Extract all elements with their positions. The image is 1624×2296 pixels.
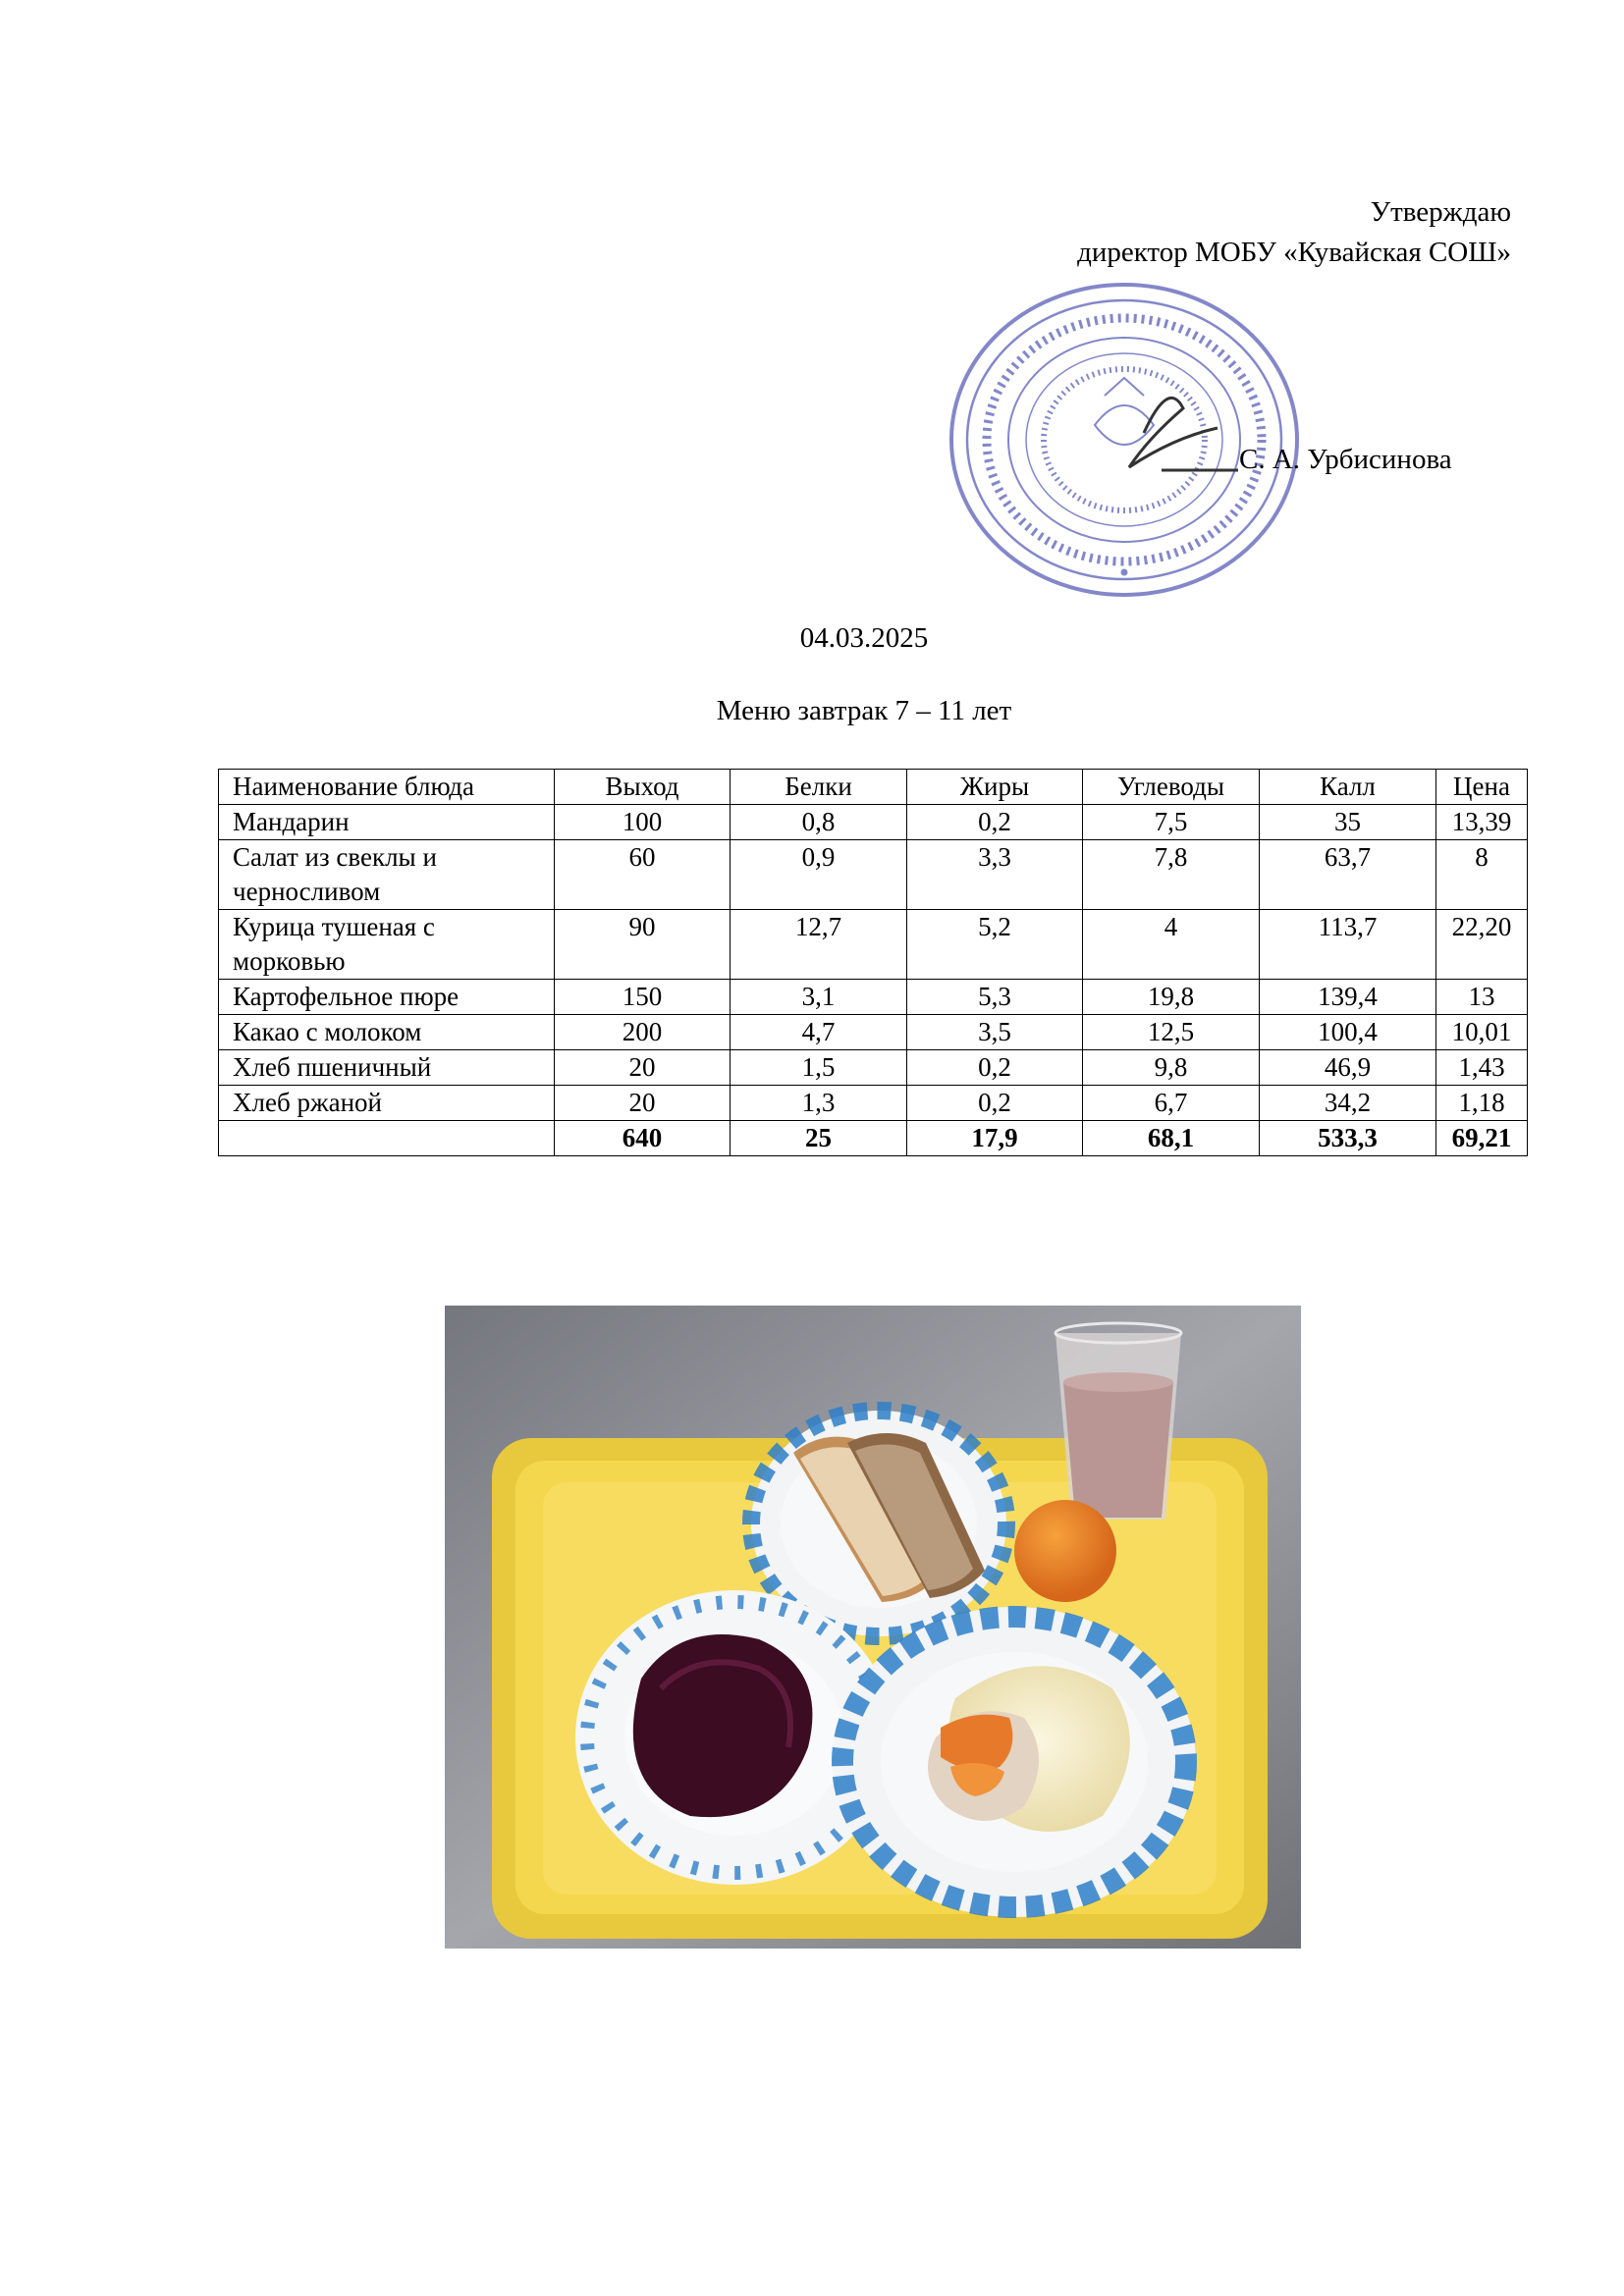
- main-course-plate: [833, 1607, 1196, 1917]
- total-fat: 17,9: [907, 1121, 1083, 1156]
- dish-carbs: 12,5: [1083, 1015, 1260, 1050]
- mandarin: [1014, 1500, 1116, 1602]
- dish-fat: 5,3: [907, 980, 1083, 1015]
- dish-kcal: 63,7: [1260, 840, 1436, 910]
- dish-protein: 4,7: [731, 1015, 907, 1050]
- dish-name: Картофельное пюре: [219, 980, 555, 1015]
- dish-output: 20: [555, 1086, 731, 1121]
- total-price: 69,21: [1436, 1121, 1528, 1156]
- dish-carbs: 7,5: [1083, 805, 1260, 840]
- dish-carbs: 9,8: [1083, 1050, 1260, 1086]
- dish-kcal: 139,4: [1260, 980, 1436, 1015]
- dish-output: 100: [555, 805, 731, 840]
- table-row: [219, 805, 1528, 840]
- dish-carbs: 4: [1083, 910, 1260, 980]
- header-protein: Белки: [731, 770, 907, 805]
- dish-price: 13: [1436, 980, 1528, 1015]
- dish-name: Курица тушеная с морковью: [219, 910, 555, 980]
- dish-fat: 0,2: [907, 1086, 1083, 1121]
- dish-name: Хлеб пшеничный: [219, 1050, 555, 1086]
- document-date: 04.03.2025: [799, 622, 929, 654]
- cocoa-glass: [1056, 1323, 1181, 1520]
- total-row: [219, 1121, 1528, 1156]
- total-protein: 25: [731, 1121, 907, 1156]
- dish-protein: 1,3: [731, 1086, 907, 1121]
- dish-output: 90: [555, 910, 731, 980]
- header-output: Выход: [555, 770, 731, 805]
- header-kcal: Калл: [1260, 770, 1436, 805]
- table-row: [219, 980, 1528, 1015]
- dish-name: Какао с молоком: [219, 1015, 555, 1050]
- dish-output: 60: [555, 840, 731, 910]
- table-row: [219, 840, 1528, 910]
- table-row: [219, 1015, 1528, 1050]
- dish-name: Хлеб ржаной: [219, 1086, 555, 1121]
- table-header-row: [219, 770, 1528, 805]
- total-label: [219, 1121, 555, 1156]
- dish-carbs: 7,8: [1083, 840, 1260, 910]
- dish-kcal: 113,7: [1260, 910, 1436, 980]
- dish-price: 13,39: [1436, 805, 1528, 840]
- total-carbs: 68,1: [1083, 1121, 1260, 1156]
- dish-output: 200: [555, 1015, 731, 1050]
- dish-price: 1,18: [1436, 1086, 1528, 1121]
- dish-carbs: 6,7: [1083, 1086, 1260, 1121]
- dish-price: 10,01: [1436, 1015, 1528, 1050]
- approval-heading: Утверждаю: [1370, 196, 1511, 228]
- dish-fat: 0,2: [907, 805, 1083, 840]
- dish-kcal: 100,4: [1260, 1015, 1436, 1050]
- dish-kcal: 46,9: [1260, 1050, 1436, 1086]
- dish-fat: 3,3: [907, 840, 1083, 910]
- header-fat: Жиры: [907, 770, 1083, 805]
- dish-fat: 0,2: [907, 1050, 1083, 1086]
- menu-title: Меню завтрак 7 – 11 лет: [716, 695, 1012, 726]
- dish-carbs: 19,8: [1083, 980, 1260, 1015]
- table-row: [219, 1050, 1528, 1086]
- approval-position: директор МОБУ «Кувайская СОШ»: [1077, 237, 1511, 268]
- dish-kcal: 34,2: [1260, 1086, 1436, 1121]
- dish-protein: 3,1: [731, 980, 907, 1015]
- header-price: Цена: [1436, 770, 1528, 805]
- dish-output: 20: [555, 1050, 731, 1086]
- dish-protein: 1,5: [731, 1050, 907, 1086]
- dish-name: Мандарин: [219, 805, 555, 840]
- dish-price: 8: [1436, 840, 1528, 910]
- table-row: [219, 910, 1528, 980]
- dish-kcal: 35: [1260, 805, 1436, 840]
- dish-name: Салат из свеклы и черносливом: [219, 840, 555, 910]
- dish-price: 1,43: [1436, 1050, 1528, 1086]
- total-output: 640: [555, 1121, 731, 1156]
- table-row: [219, 1086, 1528, 1121]
- header-carbs: Углеводы: [1083, 770, 1260, 805]
- dish-price: 22,20: [1436, 910, 1528, 980]
- signer-name: С. А. Урбисинова: [1239, 444, 1452, 475]
- approval-block: [1077, 192, 1511, 273]
- dish-output: 150: [555, 980, 731, 1015]
- header-name: Наименование блюда: [219, 770, 555, 805]
- dish-protein: 0,8: [731, 805, 907, 840]
- dish-protein: 12,7: [731, 910, 907, 980]
- dish-protein: 0,9: [731, 840, 907, 910]
- meal-photo: [445, 1306, 1301, 1949]
- official-stamp: [947, 278, 1350, 602]
- dish-fat: 3,5: [907, 1015, 1083, 1050]
- dish-fat: 5,2: [907, 910, 1083, 980]
- total-kcal: 533,3: [1260, 1121, 1436, 1156]
- menu-table: [218, 769, 1528, 1156]
